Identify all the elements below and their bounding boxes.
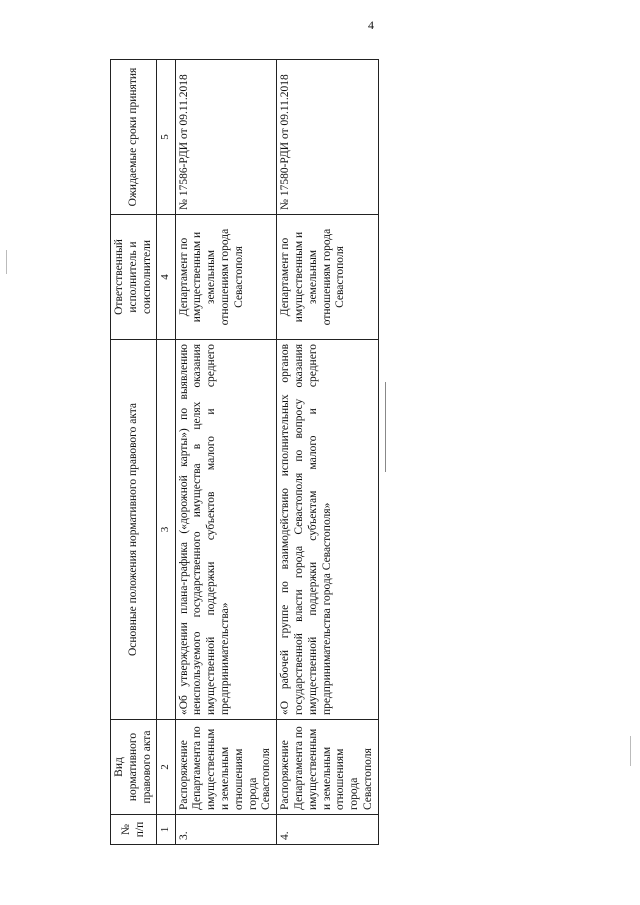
row-executor: Департамент по имущественным и земельным отношениям города Севастополя (175, 215, 277, 340)
row-act-type: Распоряжение Департамента по имущественным и земельным отношениям города Севастополя (175, 720, 277, 815)
column-number: 3 (157, 340, 175, 720)
column-number: 1 (157, 815, 175, 845)
page-number: 4 (368, 18, 374, 32)
table-header-row (111, 60, 157, 845)
row-act-type: Распоряжение Департамента по имущественным и земельным отношениям города Севастополя (277, 720, 379, 815)
rotated-table-container (110, 60, 374, 845)
table-row (175, 60, 277, 845)
table-row (277, 60, 379, 845)
scan-margin-mark (6, 250, 7, 274)
column-number: 2 (157, 720, 175, 815)
column-number-row (157, 60, 175, 845)
row-deadline: № 17586-РДИ от 09.11.2018 (175, 60, 277, 215)
column-number: 4 (157, 215, 175, 340)
header-deadline: Ожидаемые сроки принятия (111, 60, 157, 215)
header-act-content: Основные положения нормативного правового акта (111, 340, 157, 720)
header-executor: Ответственный исполнитель и соисполнители (111, 215, 157, 340)
legal-acts-table (110, 59, 379, 845)
scan-margin-mark (630, 736, 631, 766)
separator-line (385, 382, 386, 472)
row-act-content: «Об утверждении плана-графика («дорожной карты») по выявлению неиспользуемого государственного имущества в целях оказания имущественной поддержки субъектов малого и среднего предпринимательства» (175, 340, 277, 720)
row-num: 3. (175, 815, 277, 845)
header-num: № п/п (111, 815, 157, 845)
row-act-content: «О рабочей группе по взаимодействию исполнительных органов государственной власти города Севастополя по вопросу оказания имущественной поддержки субъектам малого и среднего предпринимательства города Севастополя» (277, 340, 379, 720)
row-deadline: № 17580-РДИ от 09.11.2018 (277, 60, 379, 215)
row-num: 4. (277, 815, 379, 845)
header-act-type: Вид нормативного правового акта (111, 720, 157, 815)
column-number: 5 (157, 60, 175, 215)
row-executor: Департамент по имущественным и земельным отношениям города Севастополя (277, 215, 379, 340)
